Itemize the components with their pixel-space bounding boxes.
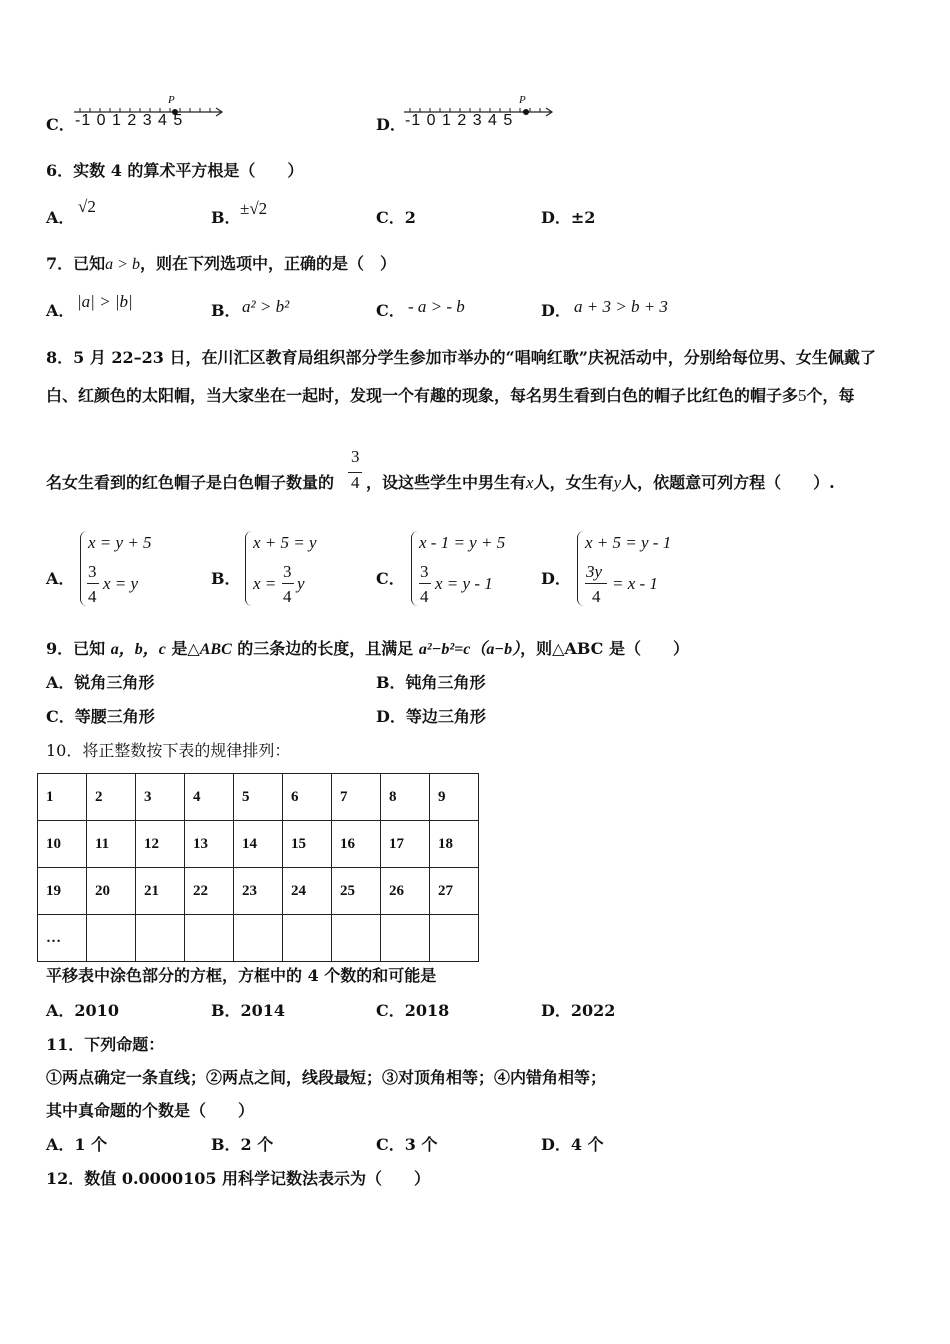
- q7-stem-post: ，则在下列选项中，正确的是（ ）: [139, 254, 396, 273]
- q9-triangle-name: ABC: [199, 641, 232, 658]
- q8-option-c-frac-num: 3: [420, 562, 429, 581]
- table-cell: 6: [283, 774, 332, 821]
- q6-option-c-value: 2: [404, 208, 416, 227]
- table-cell: 21: [136, 868, 185, 915]
- q5-option-d-label: D．: [376, 115, 406, 134]
- q7-stem: [46, 254, 396, 275]
- q8-option-b-brace: [245, 531, 252, 606]
- table-cell: 19: [38, 868, 87, 915]
- table-cell: …: [38, 915, 87, 962]
- q8-option-d-label: D．: [541, 569, 571, 588]
- table-cell: 16: [332, 821, 381, 868]
- q11-option-b: B．2 个: [211, 1135, 274, 1154]
- q7-condition: a > b: [105, 256, 140, 273]
- q5-option-c-label: C．: [46, 115, 75, 134]
- table-cell: 3: [136, 774, 185, 821]
- q8-option-b-frac-bar: [282, 583, 294, 584]
- table-cell: 25: [332, 868, 381, 915]
- table-cell: [185, 915, 234, 962]
- q8-number-5: 5: [798, 386, 807, 405]
- q5-option-d-numberline: [402, 94, 562, 138]
- q11-stem: 11．下列命题：: [46, 1035, 165, 1054]
- q9-stem-mid2: 的三条边的长度，且满足: [231, 639, 419, 658]
- table-cell: 27: [430, 868, 479, 915]
- table-cell: 10: [38, 821, 87, 868]
- table-cell: 18: [430, 821, 479, 868]
- q10-number-table: [37, 773, 479, 962]
- q7-option-b-label: B．: [211, 301, 241, 320]
- table-cell: 14: [234, 821, 283, 868]
- q8-option-c-eq1: x - 1 = y + 5: [419, 533, 506, 552]
- q8-option-b-eq2-pre: x =: [253, 574, 277, 593]
- q8-stem-line1: 8．5 月 22–23 日，在川汇区教育局组织部分学生参加市举办的“唱响红歌”庆祝活动中，分别给每位男、女生佩戴了: [46, 348, 876, 367]
- q6-option-a-value: √2: [78, 197, 96, 216]
- table-cell: [381, 915, 430, 962]
- q10-option-d: D．2022: [541, 1001, 616, 1020]
- table-row: [38, 915, 479, 962]
- table-cell: 13: [185, 821, 234, 868]
- q6-option-d-letter: D．: [541, 208, 571, 227]
- table-cell: 9: [430, 774, 479, 821]
- table-cell: 15: [283, 821, 332, 868]
- q6-stem: 6．实数 4 的算术平方根是（ ）: [46, 161, 304, 180]
- q11-option-a: A．1 个: [46, 1135, 108, 1154]
- table-cell: [234, 915, 283, 962]
- q8-option-a-eq1: x = y + 5: [88, 533, 152, 552]
- table-row: [38, 774, 479, 821]
- q8-option-d-eq1: x + 5 = y - 1: [585, 533, 672, 552]
- q8-option-d-frac-den: 4: [592, 587, 601, 606]
- q9-option-b: B．钝角三角形: [376, 673, 486, 692]
- q7-option-a-label: A．: [46, 301, 75, 320]
- table-cell: 1: [38, 774, 87, 821]
- table-cell: 17: [381, 821, 430, 868]
- q11-option-d: D．4 个: [541, 1135, 604, 1154]
- table-cell: [430, 915, 479, 962]
- q6-option-c-label: [376, 208, 416, 228]
- point-p-label: P: [168, 94, 175, 106]
- q8-option-a-frac-bar: [87, 583, 99, 584]
- q8-option-d-frac-num: 3y: [586, 562, 603, 581]
- q9-abc: a，b，c: [110, 641, 166, 658]
- q8-option-d-eq2: = x - 1: [612, 574, 658, 593]
- table-cell: 22: [185, 868, 234, 915]
- q8-option-c-frac-den: 4: [420, 587, 429, 606]
- q11-items: ①两点确定一条直线；②两点之间，线段最短；③对顶角相等；④内错角相等；: [46, 1068, 607, 1087]
- q12-stem: 12．数值 0.0000105 用科学记数法表示为（ ）: [46, 1169, 431, 1188]
- point-p-label: P: [519, 94, 526, 106]
- q5-option-c-numberline: [72, 94, 232, 138]
- table-cell: [87, 915, 136, 962]
- q11-ask: 其中真命题的个数是（ ）: [46, 1101, 255, 1120]
- q10-option-c: C．2018: [376, 1001, 450, 1020]
- q8-stem-line3-rest: [366, 473, 835, 493]
- q7-option-a-value: |a| > |b|: [77, 292, 133, 311]
- q10-after-text: 平移表中涂色部分的方框，方框中的 4 个数的和可能是: [46, 966, 437, 985]
- q8-var-x: x: [526, 473, 534, 492]
- q10-stem: 10．将正整数按下表的规律排列：: [46, 741, 291, 760]
- q8-line3-post: 人，依题意可列方程（ ）.: [621, 473, 835, 492]
- q10-option-a: A．2010: [46, 1001, 119, 1020]
- q8-stem-line3-pre: 名女生看到的红色帽子是白色帽子数量的: [46, 473, 335, 492]
- q8-option-b-frac-den: 4: [283, 587, 292, 606]
- q7-stem-pre: 7．已知: [46, 254, 106, 273]
- table-cell: 4: [185, 774, 234, 821]
- q8-frac-numerator: 3: [351, 447, 360, 466]
- q6-option-d-value: ±2: [570, 208, 596, 227]
- q9-option-d: D．等边三角形: [376, 707, 486, 726]
- q9-stem-pre: 9．已知: [46, 639, 111, 658]
- q8-option-d-brace: [577, 531, 584, 606]
- table-cell: 20: [87, 868, 136, 915]
- q6-option-c-letter: C．: [376, 208, 405, 227]
- table-cell: 11: [87, 821, 136, 868]
- q10-option-b: B．2014: [211, 1001, 286, 1020]
- table-cell: 24: [283, 868, 332, 915]
- table-cell: 12: [136, 821, 185, 868]
- q8-option-d-frac-bar: [585, 583, 607, 584]
- q8-frac-denominator: 4: [351, 473, 360, 492]
- q8-option-a-eq2: x = y: [103, 574, 139, 593]
- q7-option-b-value: a² > b²: [242, 297, 290, 316]
- q6-option-b-value: ±√2: [240, 199, 268, 218]
- q8-line2-pre: 白、红颜色的太阳帽，当大家坐在一起时，发现一个有趣的现象，每名男生看到白色的帽子比红色的帽子多: [46, 386, 799, 405]
- q7-option-d-label: D．: [541, 301, 571, 320]
- q8-option-c-frac-bar: [419, 583, 431, 584]
- q8-line2-post: 个，每: [806, 386, 855, 405]
- table-cell: 23: [234, 868, 283, 915]
- table-row: [38, 868, 479, 915]
- q7-option-d-value: a + 3 > b + 3: [574, 297, 668, 316]
- point-p-marker: [523, 109, 529, 115]
- table-cell: 7: [332, 774, 381, 821]
- q8-stem-line2: [46, 386, 855, 406]
- q8-option-a-label: A．: [46, 569, 75, 588]
- q8-line3-mid2: 人，女生有: [533, 473, 614, 492]
- q8-option-a-frac-den: 4: [88, 587, 97, 606]
- q6-option-b-label: B．: [211, 208, 241, 227]
- q8-option-c-label: C．: [376, 569, 405, 588]
- table-cell: 26: [381, 868, 430, 915]
- q9-equation: a²−b²=c（a−b）: [418, 641, 521, 658]
- q11-option-c: C．3 个: [376, 1135, 438, 1154]
- table-cell: [136, 915, 185, 962]
- q6-option-a-label: A．: [46, 208, 75, 227]
- q9-stem-post: ，则△ABC 是（ ）: [520, 639, 689, 658]
- table-cell: [332, 915, 381, 962]
- q9-stem-mid: 是△: [165, 639, 200, 658]
- q8-line3-mid1: ，设这些学生中男生有: [366, 473, 527, 492]
- q9-option-c: C．等腰三角形: [46, 707, 155, 726]
- q8-option-a-frac-num: 3: [88, 562, 97, 581]
- q7-option-c-value: - a > - b: [408, 297, 465, 316]
- table-row: [38, 821, 479, 868]
- q7-option-c-label: C．: [376, 301, 405, 320]
- q8-option-b-eq2-post: y: [297, 574, 305, 593]
- q8-option-c-brace: [411, 531, 418, 606]
- q8-option-c-eq2: x = y - 1: [435, 574, 493, 593]
- table-cell: [283, 915, 332, 962]
- table-cell: 8: [381, 774, 430, 821]
- q8-option-b-frac-num: 3: [283, 562, 292, 581]
- q8-option-b-eq1: x + 5 = y: [253, 533, 317, 552]
- table-cell: 5: [234, 774, 283, 821]
- q6-option-d-label: [541, 208, 595, 228]
- q8-option-b-label: B．: [211, 569, 241, 588]
- q9-option-a: A．锐角三角形: [46, 673, 155, 692]
- numberline-tick-labels: -1 0 1 2 3 4 5: [405, 112, 514, 129]
- numberline-tick-labels: -1 0 1 2 3 4 5: [75, 112, 184, 129]
- table-cell: 2: [87, 774, 136, 821]
- q8-var-y: y: [613, 473, 622, 492]
- q8-option-a-brace: [80, 531, 87, 606]
- q9-stem: [46, 639, 689, 660]
